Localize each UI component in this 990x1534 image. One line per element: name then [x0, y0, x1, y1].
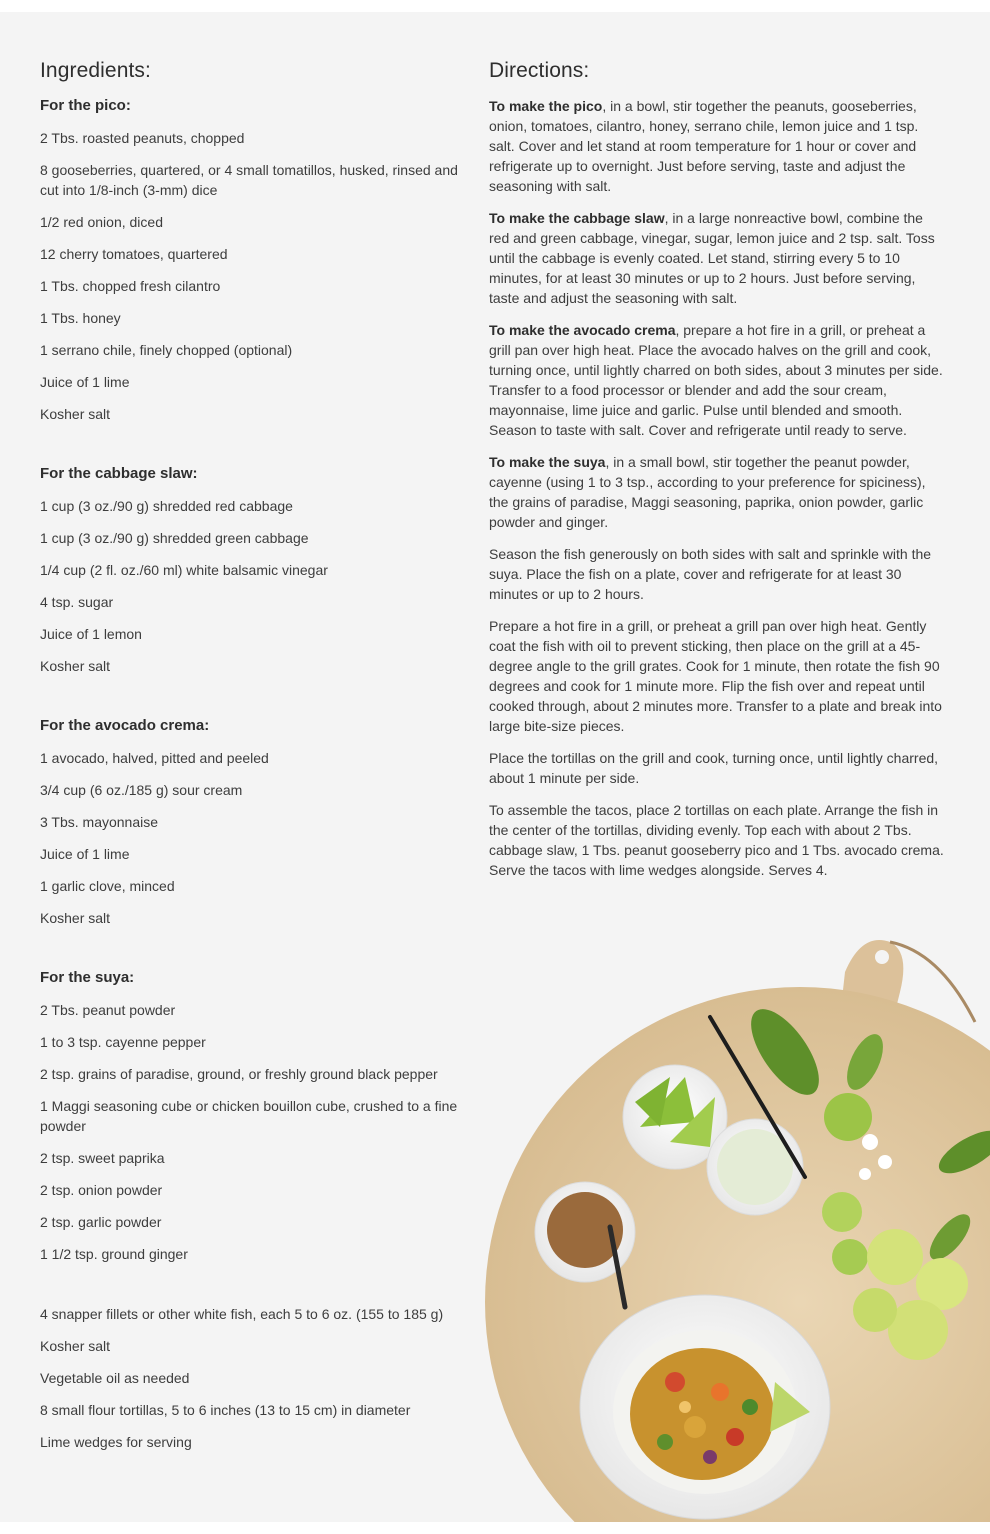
direction-paragraph — [489, 544, 944, 604]
ingredient-item: Juice of 1 lime — [40, 846, 130, 862]
ingredient-group-title: For the avocado crema: — [40, 717, 210, 734]
direction-text: Place the tortillas on the grill and cook, turning once, until lightly charred, about 1 minute per side. — [489, 750, 939, 786]
direction-text: Prepare a hot fire in a grill, or preheat a grill pan over high heat. Gently coat the fish with oil to prevent sticking, then place on the grill at a 45-degree angle to the grill grates. Cook for 1 minute, then rotate the fish 90 degrees and cook for 1 minute more. Flip the fish over and repeat until cooked through, about 2 minutes more. Transfer to a plate and break into large bite-size pieces. — [489, 618, 942, 734]
ingredient-item: Kosher salt — [40, 406, 111, 422]
ingredient-item: Kosher salt — [40, 910, 111, 926]
ingredient-item: Juice of 1 lemon — [40, 626, 142, 642]
ingredients-column — [40, 56, 470, 1464]
direction-paragraphs — [489, 96, 944, 880]
ingredient-item: 3/4 cup (6 oz./185 g) sour cream — [40, 782, 243, 798]
direction-text: , in a small bowl, stir together the peanut powder, cayenne (using 1 to 3 tsp., according to your preference for spiciness), the grains of paradise, Maggi seasoning, paprika, onion powder, garlic powder and ginger. — [489, 454, 926, 530]
ingredient-groups — [40, 96, 470, 1264]
direction-lead: To make the pico — [489, 98, 603, 114]
ingredient-item: 1 Maggi seasoning cube or chicken bouillon cube, crushed to a fine powder — [40, 1098, 458, 1134]
ingredient-item: 8 gooseberries, quartered, or 4 small tomatillos, husked, rinsed and cut into 1/8-inch (3-mm) dice — [40, 162, 458, 198]
ingredient-group — [40, 96, 470, 424]
ingredient-item: 1 Tbs. honey — [40, 310, 121, 326]
ingredient-item: 3 Tbs. mayonnaise — [40, 814, 159, 830]
ingredient-item: 8 small flour tortillas, 5 to 6 inches (13 to 15 cm) in diameter — [40, 1402, 411, 1418]
ingredient-item: 2 Tbs. roasted peanuts, chopped — [40, 130, 245, 146]
direction-paragraph — [489, 208, 944, 308]
ingredient-item: Juice of 1 lime — [40, 374, 130, 390]
ingredient-item: 1 1/2 tsp. ground ginger — [40, 1246, 188, 1262]
ingredient-item: 2 tsp. sweet paprika — [40, 1150, 165, 1166]
ingredient-item: 4 snapper fillets or other white fish, each 5 to 6 oz. (155 to 185 g) — [40, 1306, 444, 1322]
ingredient-group — [40, 716, 470, 928]
ingredient-group-title: For the pico: — [40, 97, 131, 114]
ingredient-item: Kosher salt — [40, 1338, 111, 1354]
direction-lead: To make the avocado crema — [489, 322, 676, 338]
direction-paragraph — [489, 452, 944, 532]
direction-text: , prepare a hot fire in a grill, or preheat a grill pan over high heat. Place the avocado halves on the grill and cook, turning once, until lightly charred on both sides, about 3 minutes per side. Transfer to a food processor or blender and add the sour cream, mayonnaise, lime juice and garlic. Pulse until blended and smooth. Season to taste with salt. Cover and refrigerate until ready to serve. — [489, 322, 943, 438]
ingredient-item: Lime wedges for serving — [40, 1434, 192, 1450]
ingredient-list — [40, 748, 470, 928]
ingredient-group — [40, 464, 470, 676]
recipe-page — [0, 12, 990, 1522]
ingredient-item: 1 garlic clove, minced — [40, 878, 175, 894]
ingredient-item: 1/4 cup (2 fl. oz./60 ml) white balsamic vinegar — [40, 562, 328, 578]
ingredient-item: 1/2 red onion, diced — [40, 214, 163, 230]
pico-bowl — [580, 1295, 830, 1519]
ingredient-group — [40, 968, 470, 1264]
ingredient-list — [40, 128, 470, 424]
food-photo-illustration — [470, 912, 990, 1522]
direction-text: , in a large nonreactive bowl, combine the red and green cabbage, vinegar, sugar, lemon juice and 2 tsp. salt. Toss until the cabbage is evenly coated. Let stand, stirring every 5 to 10 minutes, for at least 30 minutes or up to 2 hours. Just before serving, taste and adjust the seasoning with salt. — [489, 210, 935, 306]
directions-column — [489, 56, 944, 892]
direction-paragraph — [489, 320, 944, 440]
ingredient-item: 2 tsp. garlic powder — [40, 1214, 162, 1230]
directions-heading: Directions: — [489, 59, 590, 82]
ingredient-item: Kosher salt — [40, 658, 111, 674]
ingredient-list — [40, 496, 470, 676]
direction-text: , in a bowl, stir together the peanuts, gooseberries, onion, tomatoes, cilantro, honey, serrano chile, lemon juice and 1 tsp. salt. Cover and let stand at room temperature for 1 hour or cover and refrigerate up to overnight. Just before serving, taste and adjust the seasoning with salt. — [489, 98, 919, 194]
ingredient-group-title: For the cabbage slaw: — [40, 465, 198, 482]
ingredient-item: 2 Tbs. peanut powder — [40, 1002, 176, 1018]
ingredient-item: Vegetable oil as needed — [40, 1370, 190, 1386]
ingredient-item: 1 cup (3 oz./90 g) shredded red cabbage — [40, 498, 293, 514]
ingredient-item: 1 serrano chile, finely chopped (optional) — [40, 342, 293, 358]
ingredient-list — [40, 1000, 470, 1264]
ingredient-item: 2 tsp. grains of paradise, ground, or freshly ground black pepper — [40, 1066, 438, 1082]
direction-paragraph — [489, 616, 944, 736]
direction-paragraph — [489, 800, 944, 880]
ingredient-item: 4 tsp. sugar — [40, 594, 114, 610]
ingredients-heading: Ingredients: — [40, 59, 151, 82]
ingredient-item: 2 tsp. onion powder — [40, 1182, 163, 1198]
direction-text: To assemble the tacos, place 2 tortillas on each plate. Arrange the fish in the center of the tortillas, dividing evenly. Top each with about 2 Tbs. cabbage slaw, 1 Tbs. peanut gooseberry pico and 1 Tbs. avocado crema. Serve the tacos with lime wedges alongside. Serves 4. — [489, 802, 944, 878]
extra-ingredient-list — [40, 1304, 470, 1452]
direction-lead: To make the cabbage slaw — [489, 210, 665, 226]
ingredient-item: 12 cherry tomatoes, quartered — [40, 246, 228, 262]
ingredient-item: 1 cup (3 oz./90 g) shredded green cabbage — [40, 530, 309, 546]
ingredient-item: 1 Tbs. chopped fresh cilantro — [40, 278, 221, 294]
direction-paragraph — [489, 748, 944, 788]
direction-paragraph — [489, 96, 944, 196]
direction-lead: To make the suya — [489, 454, 606, 470]
ingredient-item: 1 avocado, halved, pitted and peeled — [40, 750, 269, 766]
ingredient-group-title: For the suya: — [40, 969, 135, 986]
direction-text: Season the fish generously on both sides with salt and sprinkle with the suya. Place the fish on a plate, cover and refrigerate for at least 30 minutes or up to 2 hours. — [489, 546, 932, 602]
ingredient-item: 1 to 3 tsp. cayenne pepper — [40, 1034, 206, 1050]
